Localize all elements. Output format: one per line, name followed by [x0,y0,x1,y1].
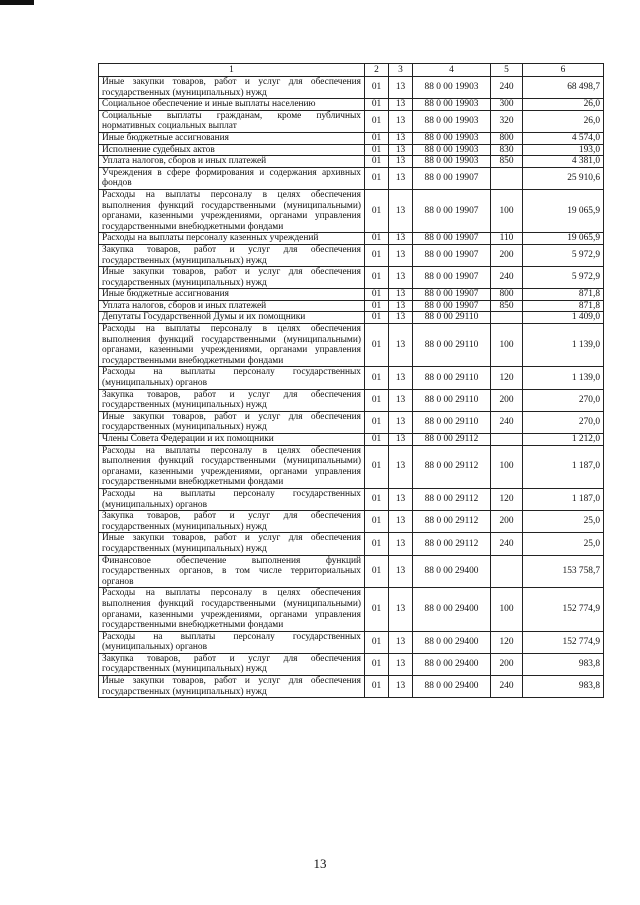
row-target-article-cell: 88 0 00 19907 [413,289,491,301]
row-section-cell: 01 [365,588,389,631]
row-subsection-cell: 13 [389,189,413,232]
row-amount-cell: 152 774,9 [523,631,604,653]
row-expense-type-cell [491,555,523,588]
row-name-cell: Уплата налогов, сборов и иных платежей [99,300,365,312]
table-row [99,132,604,144]
row-target-article-cell: 88 0 00 19907 [413,189,491,232]
row-target-article-cell: 88 0 00 29110 [413,367,491,389]
row-name-cell: Расходы на выплаты персоналу государственных (муниципальных) органов [99,631,365,653]
row-amount-cell: 152 774,9 [523,588,604,631]
row-subsection-cell: 13 [389,488,413,510]
row-section-cell: 01 [365,156,389,168]
row-amount-cell: 25,0 [523,533,604,555]
row-subsection-cell: 13 [389,533,413,555]
table-row [99,389,604,411]
header-col-3: 3 [389,64,413,77]
row-section-cell: 01 [365,99,389,111]
header-col-5: 5 [491,64,523,77]
row-name-cell: Депутаты Государственной Думы и их помощники [99,312,365,324]
row-expense-type-cell: 100 [491,588,523,631]
row-target-article-cell: 88 0 00 29112 [413,445,491,488]
row-amount-cell: 4 381,0 [523,156,604,168]
row-section-cell: 01 [365,411,389,433]
row-section-cell: 01 [365,77,389,99]
table-row [99,676,604,698]
table-row [99,99,604,111]
table-row [99,300,604,312]
row-expense-type-cell: 800 [491,289,523,301]
row-subsection-cell: 13 [389,144,413,156]
row-target-article-cell: 88 0 00 29112 [413,434,491,446]
table-row [99,244,604,266]
row-name-cell: Закупка товаров, работ и услуг для обеспечения государственных (муниципальных) нужд [99,244,365,266]
row-name-cell: Иные бюджетные ассигнования [99,289,365,301]
row-expense-type-cell: 320 [491,110,523,132]
row-target-article-cell: 88 0 00 19903 [413,144,491,156]
row-name-cell: Иные закупки товаров, работ и услуг для обеспечения государственных (муниципальных) нужд [99,676,365,698]
row-section-cell: 01 [365,555,389,588]
row-amount-cell: 871,8 [523,289,604,301]
row-subsection-cell: 13 [389,676,413,698]
table-row [99,588,604,631]
row-expense-type-cell: 850 [491,156,523,168]
row-subsection-cell: 13 [389,434,413,446]
row-expense-type-cell [491,312,523,324]
row-subsection-cell: 13 [389,99,413,111]
row-expense-type-cell [491,434,523,446]
row-expense-type-cell: 120 [491,367,523,389]
row-subsection-cell: 13 [389,233,413,245]
row-section-cell: 01 [365,389,389,411]
row-target-article-cell: 88 0 00 29400 [413,588,491,631]
row-amount-cell: 4 574,0 [523,132,604,144]
row-amount-cell: 5 972,9 [523,267,604,289]
row-name-cell: Социальное обеспечение и иные выплаты населению [99,99,365,111]
row-target-article-cell: 88 0 00 19907 [413,244,491,266]
row-subsection-cell: 13 [389,367,413,389]
row-name-cell: Иные закупки товаров, работ и услуг для обеспечения государственных (муниципальных) нужд [99,267,365,289]
row-expense-type-cell: 100 [491,445,523,488]
row-amount-cell: 153 758,7 [523,555,604,588]
row-target-article-cell: 88 0 00 19903 [413,99,491,111]
row-expense-type-cell: 300 [491,99,523,111]
row-amount-cell: 1 139,0 [523,367,604,389]
row-target-article-cell: 88 0 00 19907 [413,300,491,312]
row-target-article-cell: 88 0 00 29110 [413,324,491,367]
row-amount-cell: 1 187,0 [523,488,604,510]
row-expense-type-cell: 200 [491,389,523,411]
row-subsection-cell: 13 [389,77,413,99]
row-section-cell: 01 [365,267,389,289]
row-target-article-cell: 88 0 00 29400 [413,653,491,675]
header-col-1: 1 [99,64,365,77]
row-section-cell: 01 [365,189,389,232]
row-expense-type-cell: 120 [491,488,523,510]
row-name-cell: Члены Совета Федерации и их помощники [99,434,365,446]
page-number: 13 [313,856,327,871]
row-subsection-cell: 13 [389,555,413,588]
row-section-cell: 01 [365,488,389,510]
row-amount-cell: 1 212,0 [523,434,604,446]
row-target-article-cell: 88 0 00 19907 [413,233,491,245]
table-row [99,324,604,367]
row-subsection-cell: 13 [389,132,413,144]
row-name-cell: Социальные выплаты гражданам, кроме публичных нормативных социальных выплат [99,110,365,132]
row-amount-cell: 1 409,0 [523,312,604,324]
row-target-article-cell: 88 0 00 29110 [413,389,491,411]
row-target-article-cell: 88 0 00 29112 [413,488,491,510]
table-row [99,110,604,132]
row-target-article-cell: 88 0 00 19907 [413,267,491,289]
row-amount-cell: 871,8 [523,300,604,312]
row-section-cell: 01 [365,533,389,555]
budget-table [98,63,604,698]
row-amount-cell: 19 065,9 [523,233,604,245]
table-row [99,653,604,675]
row-section-cell: 01 [365,312,389,324]
row-subsection-cell: 13 [389,312,413,324]
table-row [99,533,604,555]
row-section-cell: 01 [365,434,389,446]
row-name-cell: Расходы на выплаты персоналу казенных учреждений [99,233,365,245]
table-row [99,312,604,324]
header-col-6: 6 [523,64,604,77]
row-amount-cell: 19 065,9 [523,189,604,232]
row-section-cell: 01 [365,244,389,266]
header-col-2: 2 [365,64,389,77]
row-name-cell: Расходы на выплаты персоналу государственных (муниципальных) органов [99,488,365,510]
row-name-cell: Иные закупки товаров, работ и услуг для обеспечения государственных (муниципальных) нужд [99,77,365,99]
row-name-cell: Расходы на выплаты персоналу в целях обеспечения выполнения функций государственными (муниципальными) органами, казенными учреждениями, органами управления государственными внебюджетными фондами [99,189,365,232]
row-section-cell: 01 [365,445,389,488]
row-subsection-cell: 13 [389,167,413,189]
row-name-cell: Закупка товаров, работ и услуг для обеспечения государственных (муниципальных) нужд [99,653,365,675]
row-name-cell: Исполнение судебных актов [99,144,365,156]
row-expense-type-cell: 240 [491,533,523,555]
row-amount-cell: 25 910,6 [523,167,604,189]
row-subsection-cell: 13 [389,411,413,433]
table-row [99,511,604,533]
row-name-cell: Иные закупки товаров, работ и услуг для обеспечения государственных (муниципальных) нужд [99,533,365,555]
row-subsection-cell: 13 [389,289,413,301]
row-target-article-cell: 88 0 00 29400 [413,676,491,698]
row-expense-type-cell: 110 [491,233,523,245]
row-subsection-cell: 13 [389,156,413,168]
row-target-article-cell: 88 0 00 29112 [413,511,491,533]
row-amount-cell: 1 139,0 [523,324,604,367]
row-name-cell: Закупка товаров, работ и услуг для обеспечения государственных (муниципальных) нужд [99,389,365,411]
row-subsection-cell: 13 [389,267,413,289]
row-subsection-cell: 13 [389,110,413,132]
table-row [99,488,604,510]
row-name-cell: Финансовое обеспечение выполнения функций государственных органов, в том числе территориальных органов [99,555,365,588]
row-expense-type-cell: 240 [491,267,523,289]
header-row [99,64,604,77]
table-row [99,631,604,653]
row-target-article-cell: 88 0 00 29112 [413,533,491,555]
row-amount-cell: 26,0 [523,110,604,132]
row-subsection-cell: 13 [389,511,413,533]
row-name-cell: Уплата налогов, сборов и иных платежей [99,156,365,168]
table-row [99,144,604,156]
row-target-article-cell: 88 0 00 19903 [413,156,491,168]
row-amount-cell: 983,8 [523,653,604,675]
row-section-cell: 01 [365,676,389,698]
row-section-cell: 01 [365,324,389,367]
row-subsection-cell: 13 [389,653,413,675]
row-name-cell: Учреждения в сфере формирования и содержания архивных фондов [99,167,365,189]
row-target-article-cell: 88 0 00 29110 [413,312,491,324]
table-row [99,445,604,488]
row-target-article-cell: 88 0 00 19903 [413,110,491,132]
corner-mark [0,0,34,5]
row-target-article-cell: 88 0 00 19903 [413,77,491,99]
row-expense-type-cell: 100 [491,324,523,367]
row-amount-cell: 26,0 [523,99,604,111]
row-name-cell: Иные бюджетные ассигнования [99,132,365,144]
row-section-cell: 01 [365,511,389,533]
row-expense-type-cell: 240 [491,411,523,433]
row-amount-cell: 983,8 [523,676,604,698]
row-expense-type-cell [491,167,523,189]
row-expense-type-cell: 800 [491,132,523,144]
row-section-cell: 01 [365,653,389,675]
row-name-cell: Расходы на выплаты персоналу в целях обеспечения выполнения функций государственными (муниципальными) органами, казенными учреждениями, органами управления государственными внебюджетными фондами [99,588,365,631]
budget-table-body [99,64,604,698]
table-row [99,267,604,289]
row-name-cell: Расходы на выплаты персоналу в целях обеспечения выполнения функций государственными (муниципальными) органами, казенными учреждениями, органами управления государственными внебюджетными фондами [99,445,365,488]
row-section-cell: 01 [365,167,389,189]
row-amount-cell: 5 972,9 [523,244,604,266]
row-target-article-cell: 88 0 00 29400 [413,631,491,653]
table-row [99,289,604,301]
row-expense-type-cell: 830 [491,144,523,156]
row-section-cell: 01 [365,289,389,301]
table-row [99,434,604,446]
row-section-cell: 01 [365,631,389,653]
row-name-cell: Закупка товаров, работ и услуг для обеспечения государственных (муниципальных) нужд [99,511,365,533]
row-expense-type-cell: 200 [491,244,523,266]
table-row [99,167,604,189]
row-expense-type-cell: 120 [491,631,523,653]
table-row [99,411,604,433]
row-name-cell: Расходы на выплаты персоналу государственных (муниципальных) органов [99,367,365,389]
row-amount-cell: 193,0 [523,144,604,156]
row-section-cell: 01 [365,233,389,245]
row-expense-type-cell: 200 [491,653,523,675]
row-expense-type-cell: 850 [491,300,523,312]
row-subsection-cell: 13 [389,324,413,367]
row-subsection-cell: 13 [389,300,413,312]
row-subsection-cell: 13 [389,445,413,488]
header-col-4: 4 [413,64,491,77]
row-subsection-cell: 13 [389,389,413,411]
table-row [99,189,604,232]
row-target-article-cell: 88 0 00 29400 [413,555,491,588]
row-expense-type-cell: 240 [491,676,523,698]
row-expense-type-cell: 100 [491,189,523,232]
row-section-cell: 01 [365,367,389,389]
table-row [99,233,604,245]
row-subsection-cell: 13 [389,244,413,266]
row-amount-cell: 270,0 [523,389,604,411]
row-target-article-cell: 88 0 00 19907 [413,167,491,189]
row-expense-type-cell: 240 [491,77,523,99]
row-section-cell: 01 [365,300,389,312]
table-row [99,77,604,99]
row-amount-cell: 270,0 [523,411,604,433]
row-amount-cell: 68 498,7 [523,77,604,99]
row-name-cell: Расходы на выплаты персоналу в целях обеспечения выполнения функций государственными (муниципальными) органами, казенными учреждениями, органами управления государственными внебюджетными фондами [99,324,365,367]
row-subsection-cell: 13 [389,631,413,653]
row-expense-type-cell: 200 [491,511,523,533]
row-target-article-cell: 88 0 00 29110 [413,411,491,433]
row-section-cell: 01 [365,132,389,144]
row-section-cell: 01 [365,110,389,132]
table-row [99,555,604,588]
row-amount-cell: 1 187,0 [523,445,604,488]
row-subsection-cell: 13 [389,588,413,631]
row-name-cell: Иные закупки товаров, работ и услуг для обеспечения государственных (муниципальных) нужд [99,411,365,433]
table-row [99,367,604,389]
row-amount-cell: 25,0 [523,511,604,533]
row-section-cell: 01 [365,144,389,156]
table-row [99,156,604,168]
row-target-article-cell: 88 0 00 19903 [413,132,491,144]
